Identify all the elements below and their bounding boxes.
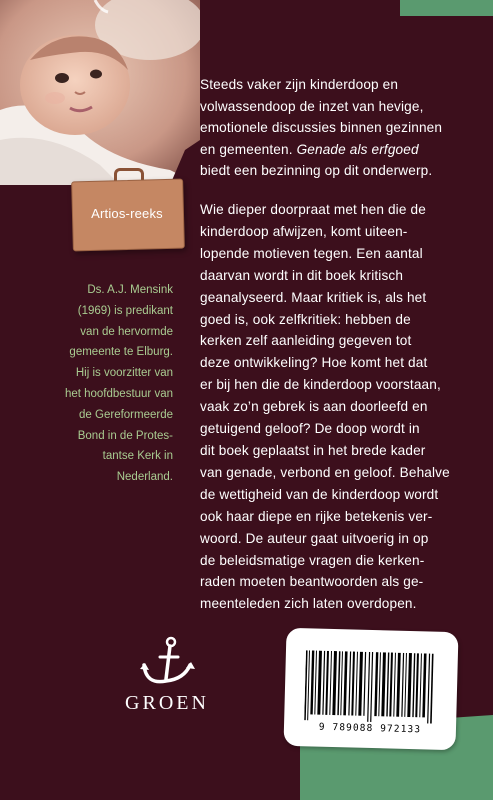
book-title: Genade als erfgoed (296, 141, 419, 157)
barcode-label (283, 628, 458, 750)
anchor-icon (136, 635, 198, 691)
baby-photo (0, 0, 200, 185)
barcode (304, 650, 436, 723)
green-accent-strip (400, 0, 493, 16)
series-label: Artios-reeks (91, 206, 163, 221)
intro-paragraph (200, 74, 490, 182)
series-badge (72, 168, 182, 250)
isbn-number: 9 789088 972133 (318, 721, 422, 736)
description-paragraph: Wie dieper doorpraat met hen die de kinderdoop afwijzen, komt uiteen- lopende motieven tegen. Een aantal daarvan wordt in dit boek kritisch geanalyseerd. Maar kritiek is, als het goed is, ook zelfkritiek: hebben de kerken zelf aanleiding gegeven tot deze ontwikkeling? Hoe komt het dat er bij hen die de kinderdoop voorstaan, vaak zo’n gebrek is aan doorleefd en getuigend geloof? De doop wordt in dit boek geplaatst in het brede kader van genade, verbond en geloof. Behalve de wettigheid van de kinderdoop wordt ook haar diepe en rijke betekenis ver- woord. De auteur gaat uitvoerig in op de beleidsmatige vragen die kerken- raden moeten beantwoorden als ge- meenteleden zich laten overdopen. (200, 202, 450, 612)
intro-text-start: Steeds vaker zijn kinderdoop en volwassendoop de inzet van hevige, emotionele discussies binnen gezinnen en gemeenten. (200, 77, 443, 157)
baby-photo-illustration (0, 0, 200, 185)
publisher-logo (112, 635, 222, 715)
author-bio: Ds. A.J. Mensink (1969) is predikant van de hervormde gemeente te Elburg. Hij is voorzitter van het hoofdbestuur van de Gereformeerde Bond in de Protes- tantse Kerk in Nederland. (64, 284, 173, 484)
publisher-name: GROEN (125, 692, 209, 714)
intro-text-end: biedt een bezinning op dit onderwerp. (200, 163, 433, 178)
